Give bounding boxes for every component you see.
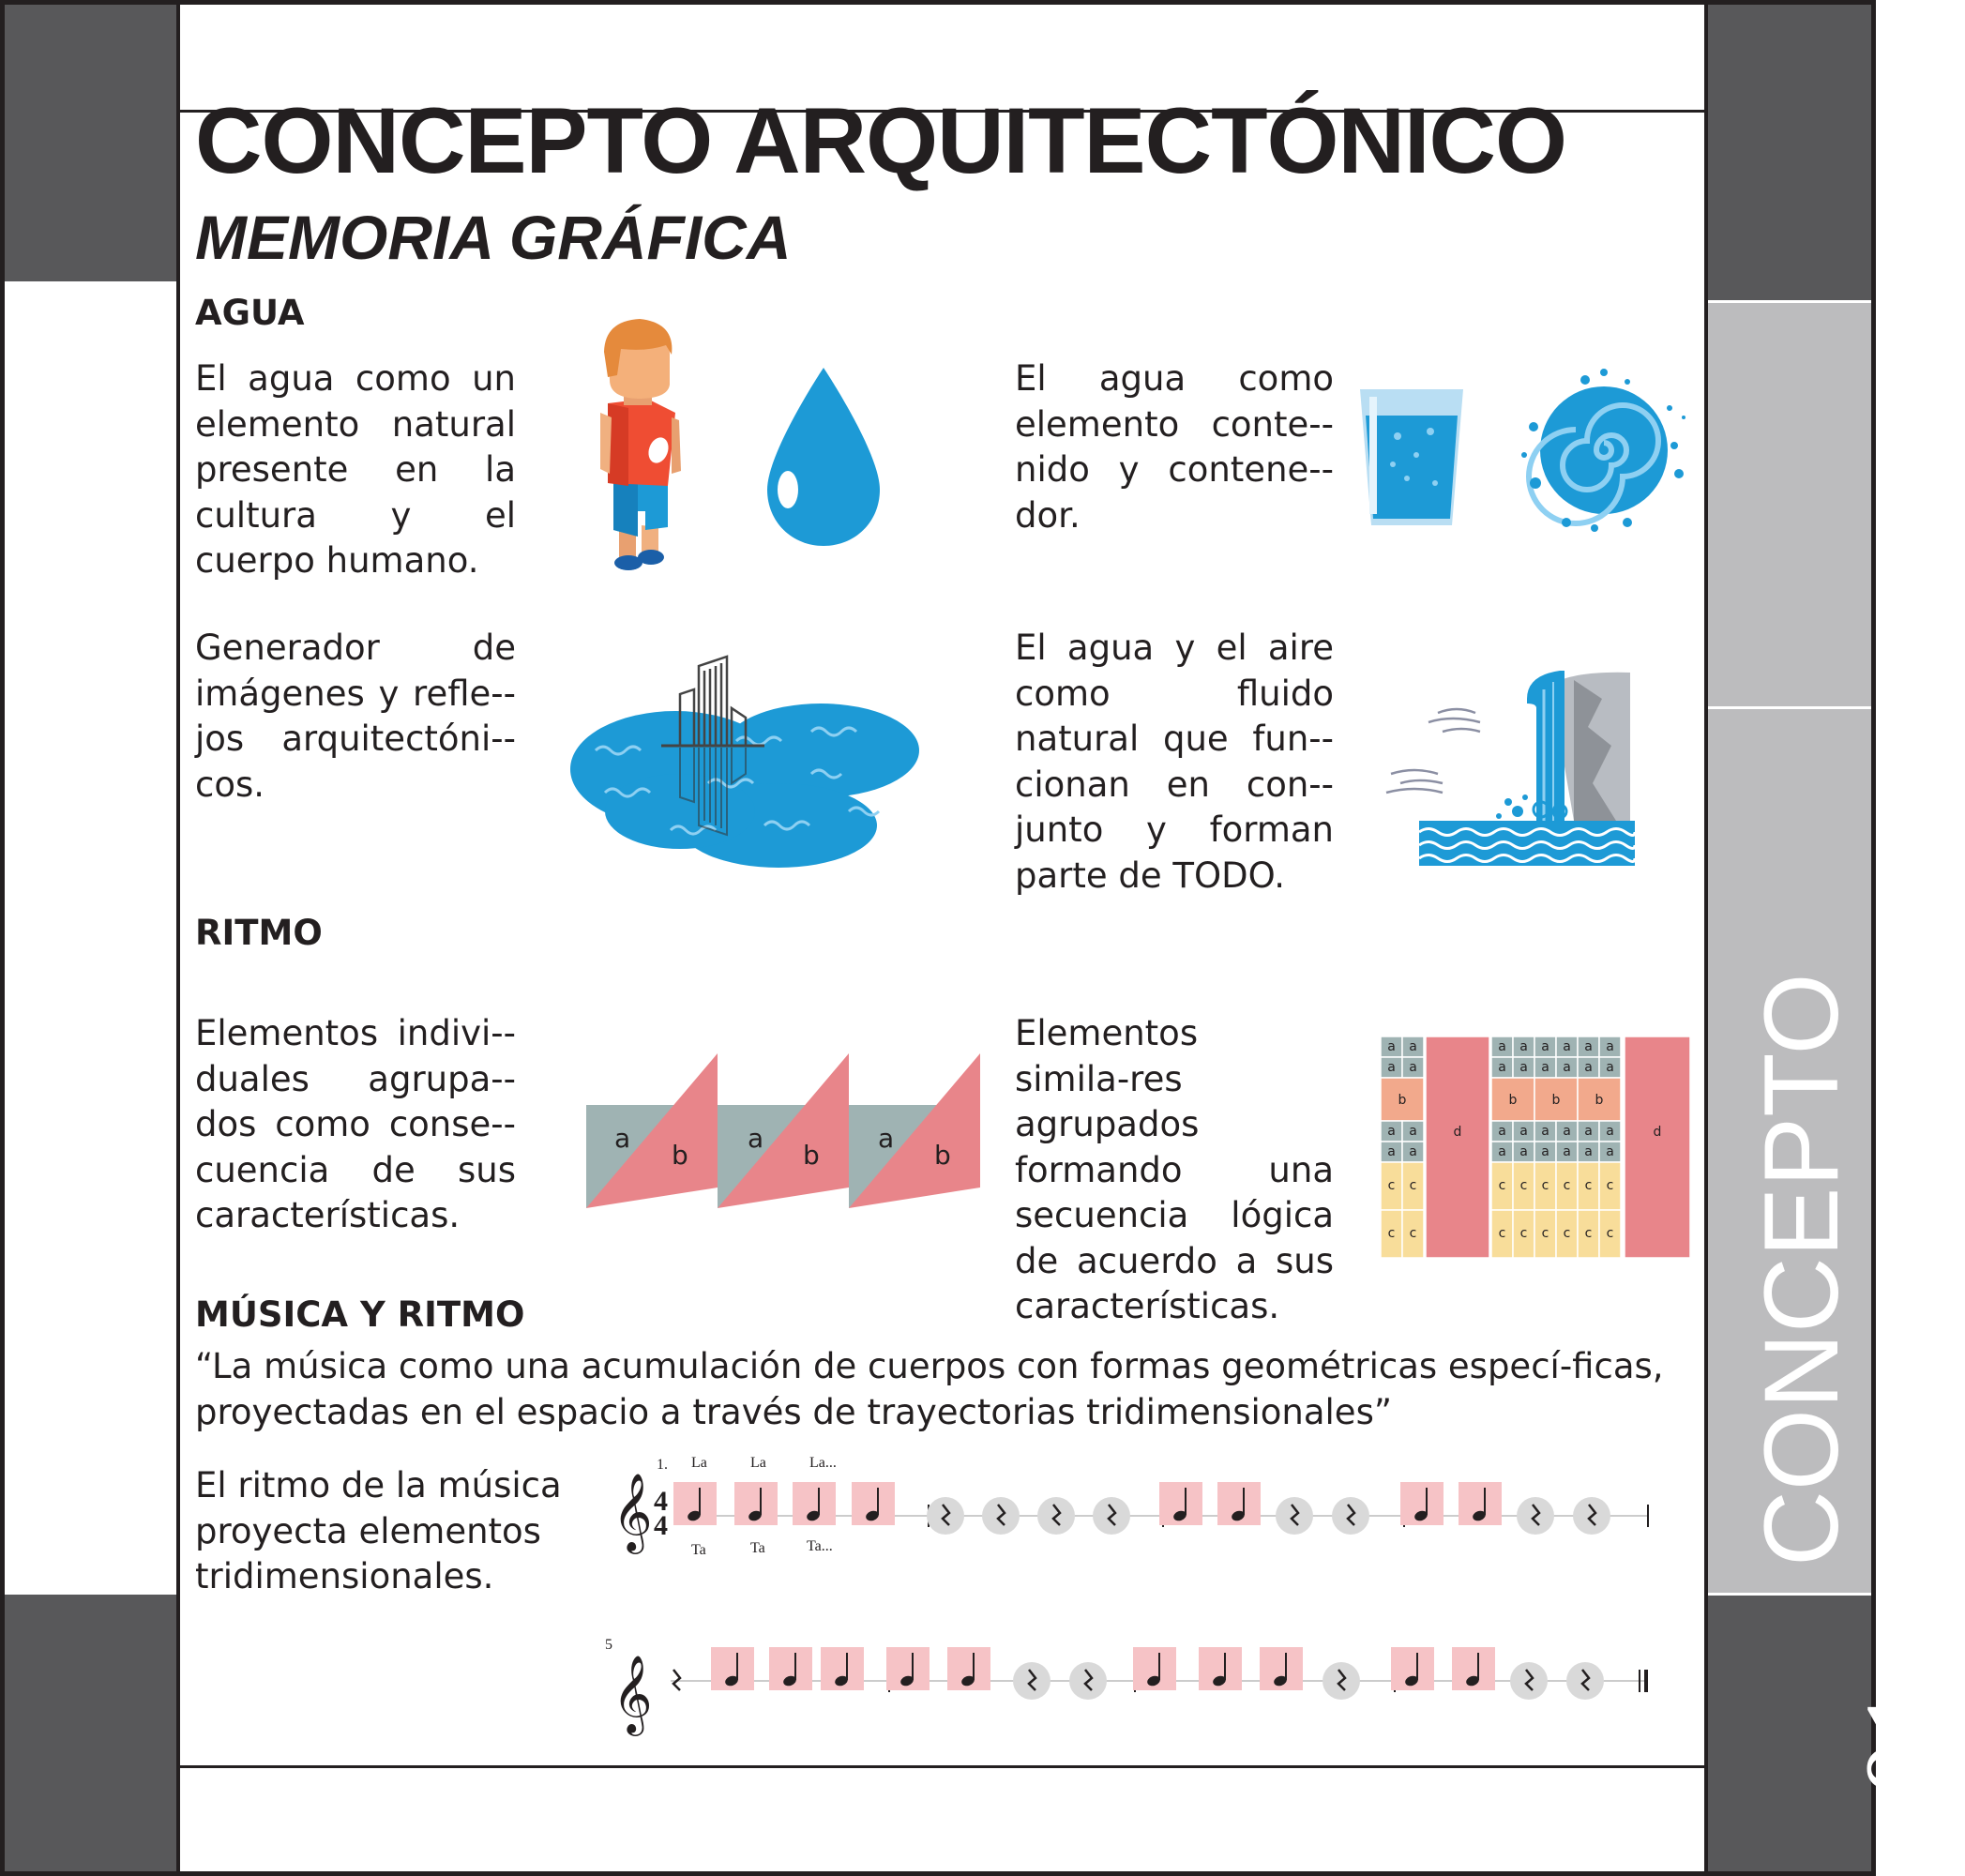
grid-label-c: c [1606,1226,1614,1241]
score1-syllable-top-1: La [691,1455,707,1471]
grid-label-c: c [1563,1226,1571,1241]
agua-paragraph-4: El agua y el aire como fluido natural que fun-cionan en con-junto y forman parte de TODO. [1015,628,1334,896]
grid-label-c: c [1541,1226,1549,1241]
frame-right-divider-3 [1707,1593,1876,1596]
grid-label-a: a [1498,1060,1506,1075]
frame-outer-top-border [0,0,1876,5]
grid-label-a: a [1563,1060,1571,1075]
grid-label-a: a [1498,1124,1506,1139]
frame-right-light-block-1 [1707,300,1876,708]
frame-bottom-left-block [0,1595,178,1876]
grid-label-a: a [1519,1060,1528,1075]
grid-label-c: c [1519,1226,1528,1241]
score1-syllable-top-3: La... [809,1455,837,1471]
grid-label-b: b [1398,1093,1407,1108]
page-subtitle: MEMORIA GRÁFICA [195,203,792,272]
score2-treble-clef-icon: 𝄞 [612,1657,653,1732]
grid-label-c: c [1498,1178,1506,1193]
grid-label-a: a [1519,1039,1528,1054]
grid-label-a: a [1387,1144,1396,1159]
music-score-line-1 [605,1452,1655,1565]
frame-right-divider-1 [1707,300,1876,303]
grid-label-a: a [1409,1039,1417,1054]
score2-measure-number: 5 [605,1637,612,1653]
score1-syllable-bottom-1: Ta [691,1542,706,1558]
grid-label-a: a [1541,1060,1549,1075]
triangle-label-a-1: a [614,1123,631,1154]
music-score-line-2 [605,1632,1655,1732]
score1-treble-clef-icon: 𝄞 [612,1475,653,1550]
musica-heading: MÚSICA Y RITMO [195,1294,525,1335]
grid-label-a: a [1541,1144,1549,1159]
grid-label-a: a [1498,1144,1506,1159]
triangle-label-b-3: b [934,1140,951,1171]
content-bottom-rule [178,1765,1705,1768]
waterfall-wind-icon [1386,671,1668,868]
side-section-label: CONCEPTO [1743,973,1860,1566]
grid-label-b: b [1508,1093,1518,1108]
ritmo-paragraph-1: Elementos indivi-duales agrupa-dos como conse-cuencia de sus características. [195,1013,516,1235]
grid-label-a: a [1519,1144,1528,1159]
grid-label-a: a [1584,1060,1593,1075]
frame-outer-right-border [1871,0,1876,1876]
grid-label-a: a [1498,1039,1506,1054]
grid-label-a: a [1606,1060,1614,1075]
frame-outer-left-border [0,0,5,1876]
grid-cell-d [1426,1036,1489,1258]
musica-quote: “La música como una acumulación de cuerpos con formas geométricas especí-ficas, proyectadas en el espacio a través de trayectorias tridimensionales” [195,1346,1664,1432]
triangle-pair-2 [718,1053,849,1208]
quarter-rest-icon [673,1670,680,1690]
ritmo-paragraph-2: Elementos simila-res agrupados formando una secuencia lógica de acuerdo a sus características. [1015,1013,1334,1326]
grid-label-c: c [1584,1178,1593,1193]
agua-heading: AGUA [195,293,305,333]
frame-outer-bottom-border [0,1871,1876,1876]
grid-label-a: a [1584,1039,1593,1054]
grid-label-d: d [1653,1125,1662,1140]
score1-time-sig-top: 4 [654,1486,668,1517]
grid-label-b: b [1551,1093,1561,1108]
page-title: CONCEPTO ARQUITECTÓNICO [195,88,1567,192]
pond-reflection-icon [567,652,919,882]
grid-label-a: a [1387,1039,1396,1054]
water-spiral-icon [1515,361,1693,539]
grid-label-a: a [1541,1124,1549,1139]
grid-label-c: c [1498,1226,1506,1241]
score1-time-sig-bottom: 4 [654,1510,668,1541]
grid-label-c: c [1584,1226,1593,1241]
score1-syllable-bottom-2: Ta [750,1540,765,1556]
frame-top-left-block [0,0,178,281]
grid-cell-d [1625,1036,1690,1258]
letter-grid-diagram [1381,1036,1690,1257]
grid-label-c: c [1606,1178,1614,1193]
ritmo-heading: RITMO [195,913,323,953]
grid-label-a: a [1584,1124,1593,1139]
triangle-rhythm-diagram [586,1053,982,1208]
triangle-pair-3 [849,1053,980,1208]
agua-paragraph-1: El agua como un elemento natural presente en la cultura y el cuerpo humano. [195,358,516,581]
triangle-label-a-2: a [748,1123,764,1154]
grid-label-a: a [1409,1124,1417,1139]
grid-label-a: a [1519,1124,1528,1139]
grid-label-c: c [1387,1226,1396,1241]
grid-label-c: c [1409,1178,1417,1193]
grid-label-c: c [1409,1226,1417,1241]
score1-syllable-top-2: La [750,1455,766,1471]
frame-inner-left-border [176,0,180,1876]
grid-label-a: a [1563,1039,1571,1054]
water-glass-icon [1360,389,1463,525]
frame-inner-right-border [1704,0,1708,1876]
grid-label-a: a [1563,1144,1571,1159]
grid-label-a: a [1541,1039,1549,1054]
side-section-number: 01 [1842,1686,1965,1796]
grid-label-a: a [1606,1039,1614,1054]
grid-label-d: d [1453,1125,1462,1140]
grid-label-a: a [1409,1060,1417,1075]
grid-label-a: a [1606,1124,1614,1139]
grid-label-c: c [1541,1178,1549,1193]
frame-right-divider-2 [1707,706,1876,709]
agua-paragraph-2: El agua como elemento conte-nido y contene-dor. [1015,358,1334,536]
grid-label-a: a [1563,1124,1571,1139]
grid-label-a: a [1409,1144,1417,1159]
grid-label-a: a [1387,1060,1396,1075]
musica-paragraph-1: El ritmo de la música proyecta elementos tridimensionales. [195,1465,562,1596]
score1-measure-number: 1. [657,1457,668,1473]
water-drop-icon [767,368,880,546]
triangle-label-a-3: a [878,1123,895,1154]
boy-figure-icon [600,319,703,572]
grid-label-a: a [1387,1124,1396,1139]
agua-paragraph-3: Generador de imágenes y refle-jos arquitectóni-cos. [195,628,516,805]
grid-label-c: c [1387,1178,1396,1193]
grid-label-c: c [1563,1178,1571,1193]
grid-label-b: b [1595,1093,1604,1108]
triangle-pair-1 [586,1053,718,1208]
score1-syllable-bottom-3: Ta... [807,1538,833,1554]
triangle-label-b-1: b [672,1140,688,1171]
grid-label-c: c [1519,1178,1528,1193]
grid-label-a: a [1584,1144,1593,1159]
triangle-label-b-2: b [803,1140,820,1171]
grid-label-a: a [1606,1144,1614,1159]
frame-top-right-block [1707,0,1876,300]
